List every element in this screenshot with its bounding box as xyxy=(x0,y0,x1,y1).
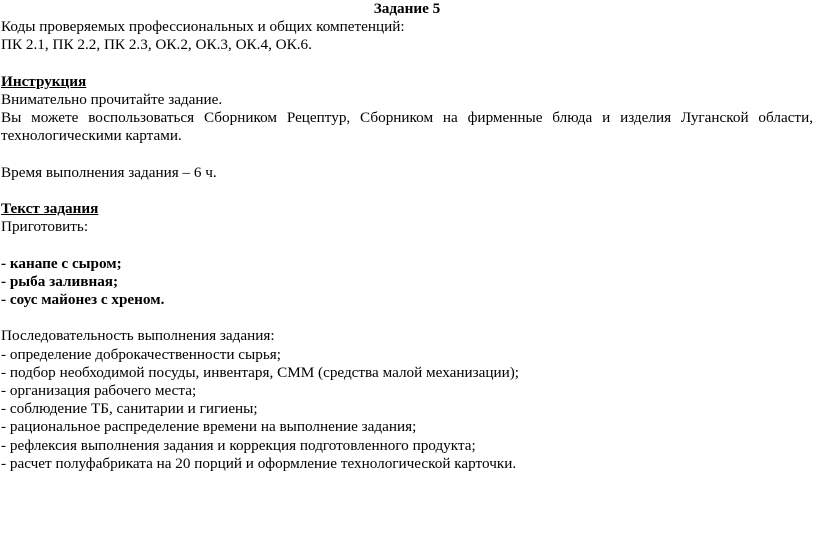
spacer xyxy=(1,236,813,254)
sequence-step: - организация рабочего места; xyxy=(1,381,197,399)
task-text-heading: Текст задания xyxy=(1,200,99,218)
dish-item: - канапе с сыром; xyxy=(1,254,122,272)
instruction-heading: Инструкция xyxy=(1,72,87,90)
task-title: Задание 5 xyxy=(373,0,441,17)
spacer xyxy=(1,182,813,200)
task-prepare: Приготовить: xyxy=(1,218,89,236)
dish-item: - соус майонез с хреном. xyxy=(1,291,165,308)
dish-item: - рыба заливная; xyxy=(1,272,119,290)
sequence-title: Последовательность выполнения задания: xyxy=(1,327,275,345)
spacer xyxy=(1,309,813,327)
spacer xyxy=(1,146,813,164)
instruction-may-use-line-1: Вы можете воспользоваться Сборником Рецептур, Сборником на фирменные блюда и изделия Луганской области, xyxy=(1,109,813,127)
competencies-label: Коды проверяемых профессиональных и общих компетенций: xyxy=(1,18,405,36)
instruction-time: Время выполнения задания – 6 ч. xyxy=(1,163,217,181)
sequence-step: - расчет полуфабриката на 20 порций и оформление технологической карточки. xyxy=(1,454,517,472)
spacer xyxy=(1,55,813,73)
instruction-may-use-line-2: технологическими картами. xyxy=(1,127,182,145)
sequence-step: - рациональное распределение времени на выполнение задания; xyxy=(1,418,417,436)
instruction-read: Внимательно прочитайте задание. xyxy=(1,90,223,108)
sequence-step: - рефлексия выполнения задания и коррекция подготовленного продукта; xyxy=(1,436,476,454)
sequence-step: - соблюдение ТБ, санитарии и гигиены; xyxy=(1,400,258,418)
sequence-step: - определение доброкачественности сырья; xyxy=(1,345,281,363)
sequence-step: - подбор необходимой посуды, инвентаря, СММ (средства малой механизации); xyxy=(1,363,519,381)
document-page xyxy=(1,0,813,473)
competencies-codes: ПК 2.1, ПК 2.2, ПК 2.3, ОК.2, ОК.3, ОК.4, ОК.6. xyxy=(1,36,312,54)
